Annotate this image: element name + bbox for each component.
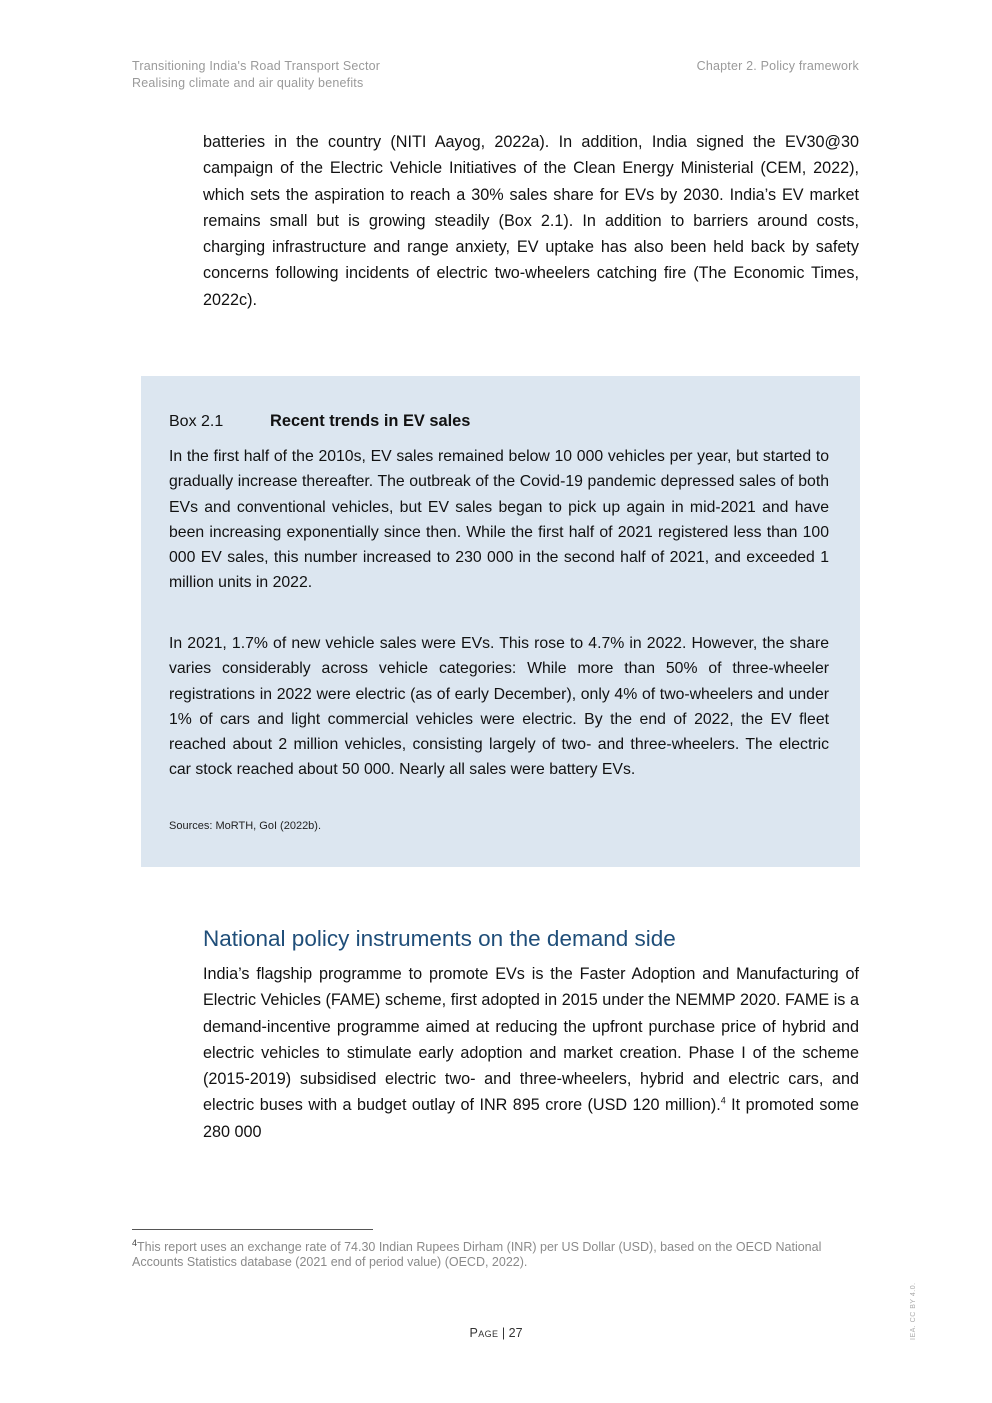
box-paragraph-1: In the first half of the 2010s, EV sales remained below 10 000 vehicles per year, but started to gradually increase thereafter. The outbreak of the Covid-19 pandemic depressed sales of both EVs and conventional vehicles, but EV sales began to pick up again in mid-2021 and have been increasing exponentially since then. While the first half of 2021 registered less than 100 000 EV sales, this number increased to 230 000 in the second half of 2021, and exceeded 1 million units in 2022. [169,448,829,592]
box-2-1 [141,376,860,867]
box-paragraph-2: In 2021, 1.7% of new vehicle sales were EVs. This rose to 4.7% in 2022. However, the share varies considerably across vehicle categories: While more than 50% of three-wheeler registrations in 2022 were electric (as of early December), only 4% of two-wheelers and under 1% of cars and light commercial vehicles were electric. By the end of 2022, the EV fleet reached about 2 million vehicles, consisting largely of two- and three-wheelers. The electric car stock reached about 50 000. Nearly all sales were battery EVs. [169,635,829,779]
box-title: Recent trends in EV sales [270,412,471,430]
running-header-left [132,58,380,92]
footnote [132,1237,832,1270]
page-separator: | [498,1326,509,1340]
report-subtitle: Realising climate and air quality benefits [132,76,364,90]
footnote-text: This report uses an exchange rate of 74.30 Indian Rupees Dirham (INR) per US Dollar (USD), based on the OECD National Accounts Statistics database (2021 end of period value) (OECD, 2022). [132,1240,822,1269]
section-paragraph-tail: It promoted some 280 000 [203,1096,859,1141]
footnote-divider [132,1229,373,1230]
footnote-reference[interactable]: 4 [720,1096,726,1107]
report-title: Transitioning India's Road Transport Sector [132,59,381,73]
section-paragraph [203,961,859,1145]
page-number-value: 27 [508,1326,523,1340]
section-paragraph-text: India’s flagship programme to promote EVs is the Faster Adoption and Manufacturing of Electric Vehicles (FAME) scheme, first adopted in 2015 under the NEMMP 2020. FAME is a demand-incentive programme aimed at reducing the upfront purchase price of hybrid and electric vehicles to stimulate early adoption and market creation. Phase I of the scheme (2015-2019) subsidised electric two- and three-wheelers, hybrid and electric cars, and electric buses with a budget outlay of INR 895 crore (USD 120 million). [203,965,859,1115]
footnote-number: 4 [132,1237,138,1248]
page-word: Page [469,1326,499,1340]
box-heading [169,410,470,433]
intro-paragraph: batteries in the country (NITI Aayog, 2022a). In addition, India signed the EV30@30 campaign of the Electric Vehicle Initiatives of the Clean Energy Ministerial (CEM, 2022), which sets the aspiration to reach a 30% sales share for EVs by 2030. India’s EV market remains small but is growing steadily (Box 2.1). In addition to barriers around costs, charging infrastructure and range anxiety, EV uptake has also been held back by safety concerns following incidents of electric two-wheelers catching fire (The Economic Times, 2022c). [203,133,859,309]
running-header-right [697,58,859,75]
licence-note: IEA. CC BY 4.0. [910,1282,917,1340]
section-heading: National policy instruments on the demand side [203,926,676,951]
box-sources: Sources: MoRTH, GoI (2022b). [169,820,322,832]
box-label: Box 2.1 [169,413,224,430]
page-number [0,1326,992,1340]
chapter-title: Chapter 2. Policy framework [696,59,859,73]
